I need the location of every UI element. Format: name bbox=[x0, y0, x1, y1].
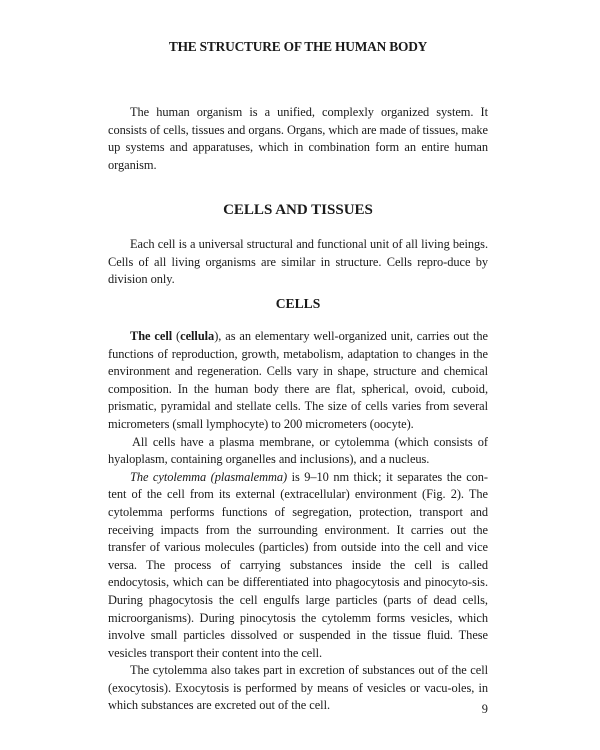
cells-paragraph-3 bbox=[108, 469, 488, 663]
cells-paragraph-1-text: ), as an elementary well-organized unit, carries out the functions of reproduction, growth, metabolism, adaptation to changes in the environment and regeneration. Cells vary in shape, structure and chemical composition. In the human body there are flat, spherical, ovoid, cuboid, prismatic, pyramidal and stellate cells. The size of cells varies from several micrometers (small lymphocyte) to 200 micrometers (oocyte). bbox=[108, 329, 488, 431]
section-heading-cells-and-tissues: CELLS AND TISSUES bbox=[223, 202, 373, 218]
term-cellula: cellula bbox=[180, 329, 215, 343]
intro-block bbox=[108, 104, 488, 174]
paren-open: ( bbox=[172, 329, 181, 343]
section-heading-cells: CELLS bbox=[275, 296, 321, 311]
cells-block bbox=[108, 328, 488, 715]
page-number: 9 bbox=[481, 702, 488, 716]
cells-and-tissues-paragraph: Each cell is a universal structural and functional unit of all living beings. Cells of all living organisms are similar in structure. Cells repro-duce by division only. bbox=[108, 237, 488, 287]
cells-paragraph-2: All cells have a plasma membrane, or cytolemma (which consists of hyaloplasm, containing organelles and inclusions), and a nucleus. bbox=[108, 434, 488, 467]
intro-paragraph: The human organism is a unified, complexly organized system. It consists of cells, tissues and organs. Organs, which are made of tissues, make up systems and apparatuses, which in combination form an entire human organism. bbox=[108, 105, 488, 172]
cells-paragraph-3-text: is 9–10 nm thick; it separates the con-tent of the cell from its external (extracellular) environment (Fig. 2). The cytolemma performs functions of segregation, protection, transport and receiving impacts from the surrounding environment. It carries out the transfer of various molecules (particles) from outside into the cell and vice versa. The process of carrying substances inside the cell is called endocytosis, which can be differentiated into phagocytosis and pinocyto-sis. During phagocytosis the cell engulfs large particles (parts of dead cells, microorganisms). During pinocytosis the cytolemm forms vesicles, which involve small particles dissolved or suspended in the tissue fluid. These vesicles transport their content into the cell. bbox=[108, 469, 489, 660]
cells-paragraph-1 bbox=[108, 328, 488, 434]
term-cytolemma: The cytolemma (plasmalemma) bbox=[130, 469, 288, 484]
page-title: THE STRUCTURE OF THE HUMAN BODY bbox=[168, 39, 428, 54]
cells-and-tissues-block bbox=[108, 236, 488, 289]
term-the-cell: The cell bbox=[130, 329, 173, 343]
cells-paragraph-4: The cytolemma also takes part in excretion of substances out of the cell (exocytosis). Exocytosis is performed by means of vesicles or vacu-oles, in which substances are excreted out of the cell. bbox=[108, 663, 488, 713]
